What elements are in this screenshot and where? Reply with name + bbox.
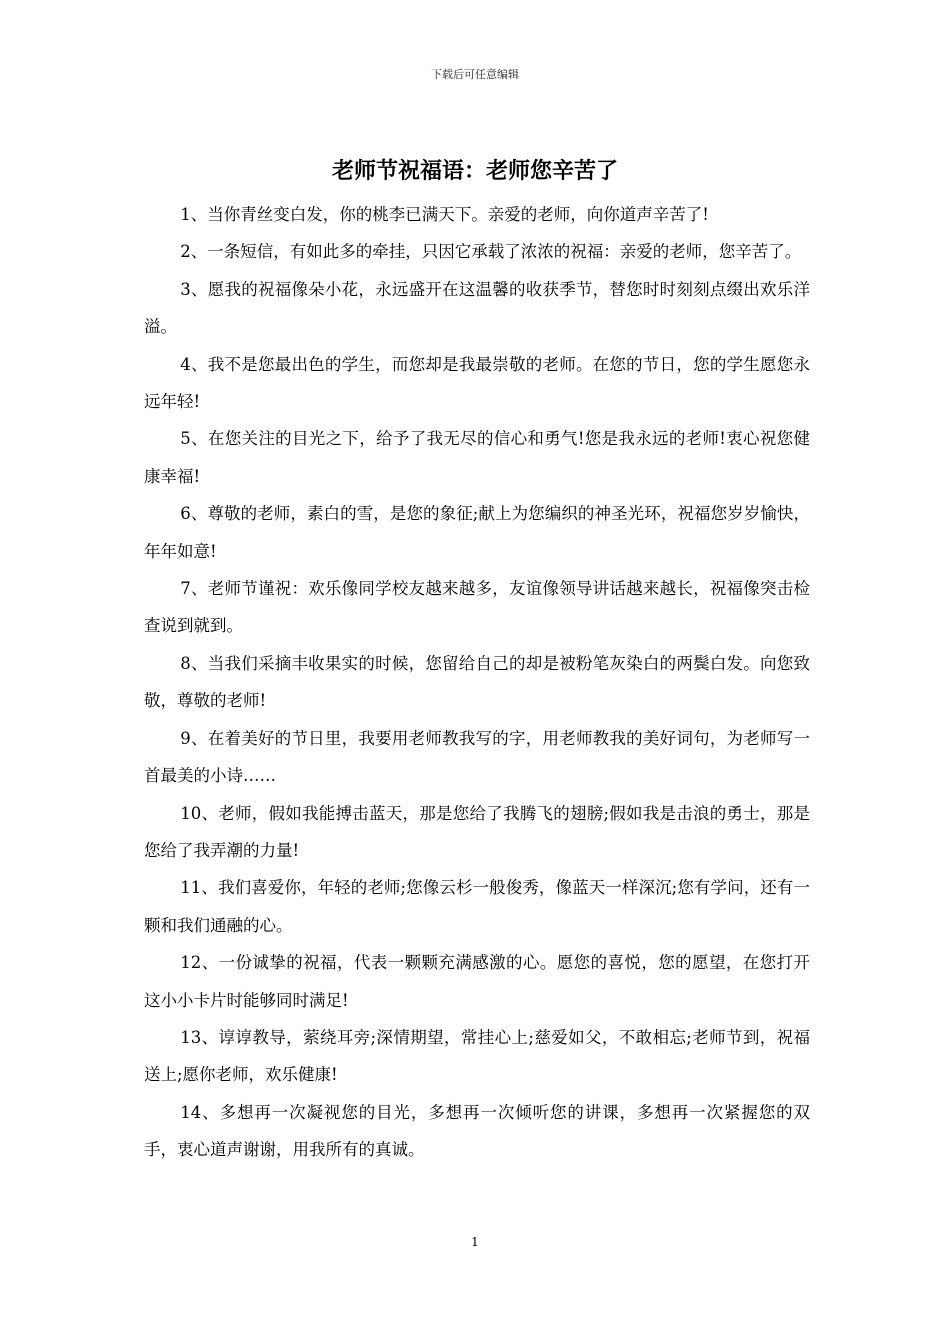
blessing-paragraph: 4、我不是您最出色的学生，而您却是我最崇敬的老师。在您的节日，您的学生愿您永远年轻!	[144, 354, 810, 412]
blessing-paragraph: 10、老师，假如我能搏击蓝天，那是您给了我腾飞的翅膀;假如我是击浪的勇士，那是您给了我弄潮的力量!	[144, 803, 810, 860]
page-header-note: 下载后可任意编辑	[431, 68, 519, 81]
blessing-paragraph: 6、尊敬的老师，素白的雪，是您的象征;献上为您编织的神圣光环，祝福您岁岁愉快，年年如意!	[144, 504, 810, 561]
blessing-paragraph: 5、在您关注的目光之下，给予了我无尽的信心和勇气!您是我永远的老师!衷心祝您健康幸福!	[144, 429, 810, 486]
blessing-list	[144, 196, 810, 1169]
blessing-paragraph: 3、愿我的祝福像朵小花，永远盛开在这温馨的收获季节，替您时时刻刻点缀出欢乐洋溢。	[144, 279, 810, 337]
blessing-paragraph: 2、一条短信，有如此多的牵挂，只因它承载了浓浓的祝福：亲爱的老师，您辛苦了。	[180, 242, 802, 262]
page-number: 1	[471, 1235, 479, 1249]
blessing-paragraph: 9、在着美好的节日里，我要用老师教我写的字，用老师教我的美好词句，为老师写一首最美的小诗……	[144, 728, 810, 786]
blessing-paragraph: 14、多想再一次凝视您的目光，多想再一次倾听您的讲课，多想再一次紧握您的双手，衷心道声谢谢，用我所有的真诚。	[144, 1102, 810, 1160]
blessing-paragraph: 11、我们喜爱你，年轻的老师;您像云杉一般俊秀，像蓝天一样深沉;您有学问，还有一颗和我们通融的心。	[144, 878, 810, 935]
blessing-paragraph: 7、老师节谨祝：欢乐像同学校友越来越多，友谊像领导讲话越来越长，祝福像突击检查说到就到。	[144, 579, 810, 636]
blessing-paragraph: 8、当我们采摘丰收果实的时候，您留给自己的却是被粉笔灰染白的两鬓白发。向您致敬，尊敬的老师!	[144, 653, 810, 711]
blessing-paragraph: 13、谆谆教导，萦绕耳旁;深情期望，常挂心上;慈爱如父，不敢相忘;老师节到，祝福送上;愿你老师，欢乐健康!	[144, 1027, 810, 1085]
blessing-paragraph: 12、一份诚挚的祝福，代表一颗颗充满感激的心。愿您的喜悦，您的愿望，在您打开这小小卡片时能够同时满足!	[144, 953, 810, 1010]
blessing-paragraph: 1、当你青丝变白发，你的桃李已满天下。亲爱的老师，向你道声辛苦了!	[180, 205, 709, 224]
document-title: 老师节祝福语：老师您辛苦了	[331, 158, 618, 184]
